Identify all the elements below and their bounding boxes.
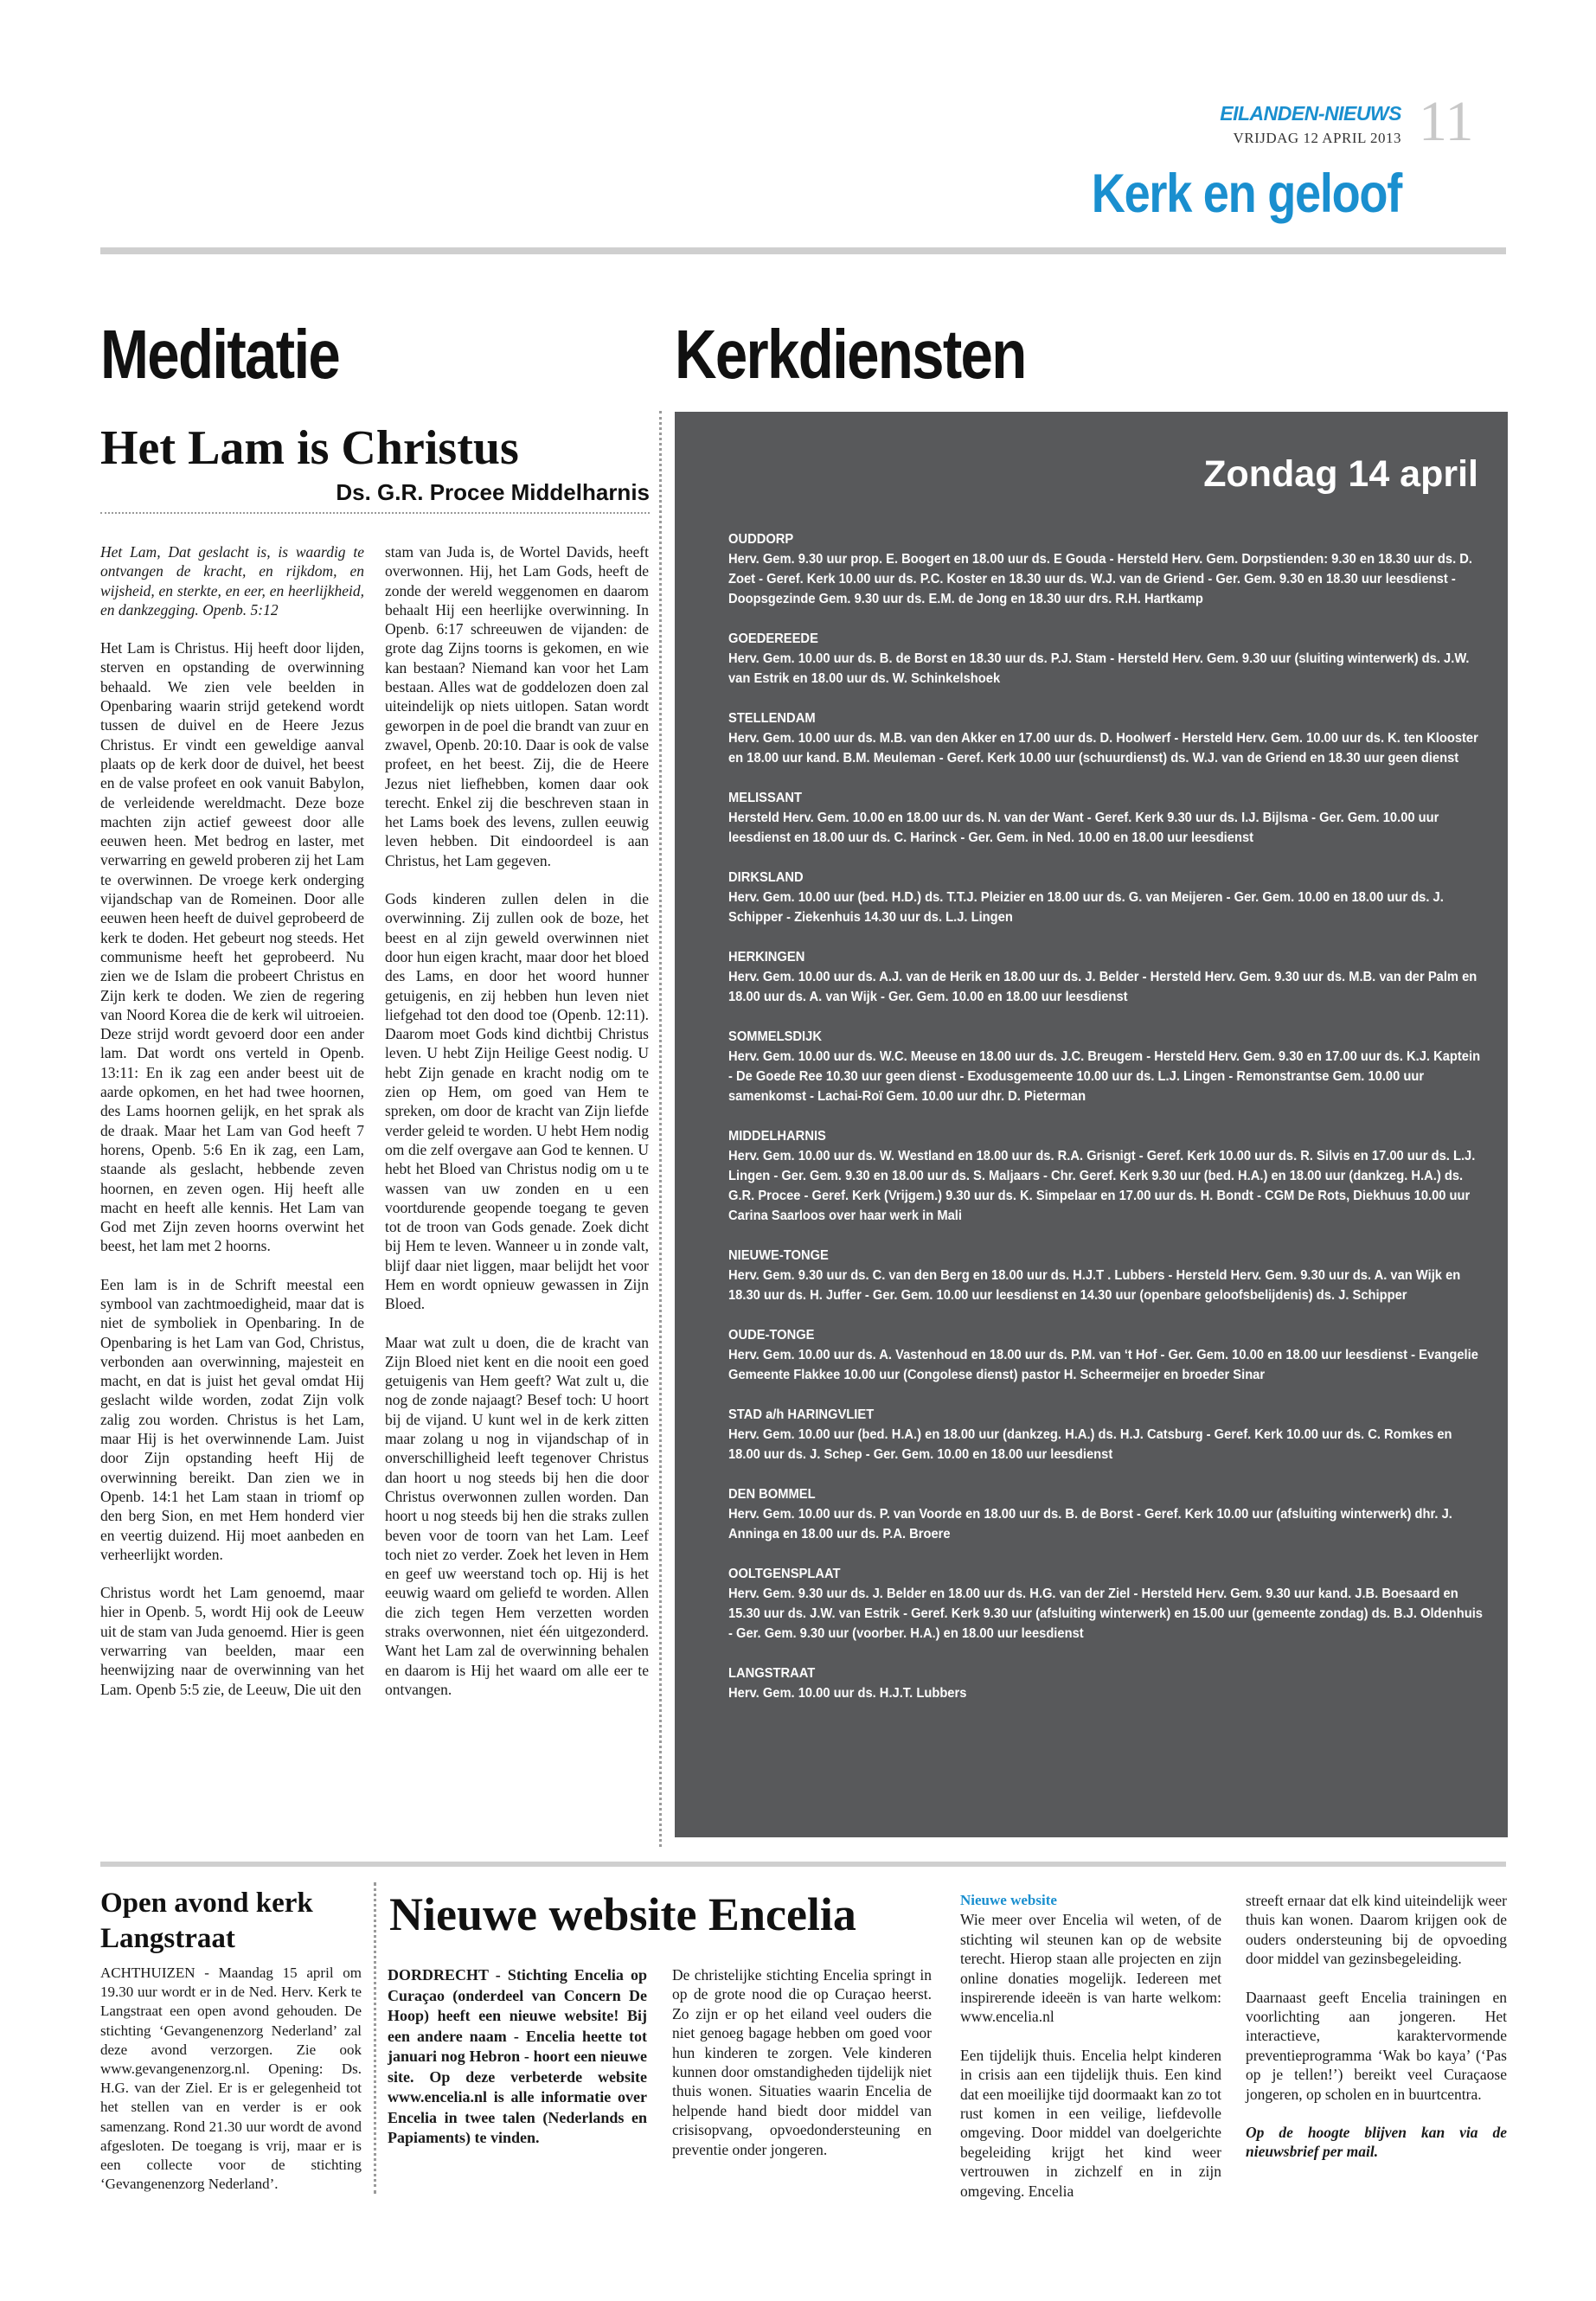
section-title: Kerk en geloof: [1091, 163, 1401, 224]
service-times: Herv. Gem. 10.00 uur ds. A.J. van de Herik en 18.00 uur ds. J. Belder - Hersteld Herv. Gem. 9.30 uur ds. M.B. van der Palm en 18.00 uur ds. A. van Wijk - Ger. Gem. 10.00 en 18.00 uur leesdienst: [728, 970, 1477, 1004]
service-entry: [728, 1246, 1483, 1305]
town-name: LANGSTRAAT: [728, 1666, 816, 1681]
service-times: Herv. Gem. 9.30 uur ds. C. van den Berg en 18.00 uur ds. H.J.T . Lubbers - Hersteld Herv. Gem. 9.30 uur ds. A. van Wijk en 18.30 uur ds. H. Juffer - Ger. Gem. 10.00 uur leesdienst en 14.30 uur (openbare geloofsbelijdenis) ds. J. Schipper: [728, 1268, 1461, 1303]
meditatie-column-2: [385, 542, 649, 1699]
paragraph: Daarnaast geeft Encelia trainingen en voorlichting aan jongeren. Het interactieve, karaktervormende preventieprogramma ‘Wak bo kaya’ (‘Pas op je tellen!’) bereikt veel Curaçaose jongeren, op scholen en in buurtcentra.: [1246, 1988, 1507, 2103]
services-date: Zondag 14 april: [1203, 453, 1478, 495]
service-times: Herv. Gem. 10.00 uur ds. P. van Voorde en 18.00 uur ds. B. de Borst - Geref. Kerk 10.00 uur (afsluiting winterwerk) dhr. J. Anninga en 18.00 uur ds. P.A. Broere: [728, 1507, 1452, 1541]
subheading: Nieuwe website: [960, 1892, 1057, 1908]
open-avond-body: ACHTHUIZEN - Maandag 15 april om 19.30 uur wordt er in de Ned. Herv. Kerk te Langstraat een open avond gehouden. De stichting ‘Gevangenenzorg Nederland’ zal deze avond verzorgen. Zie ook www.gevangenenzorg.nl. Opening: Ds. H.G. van der Ziel. Er is er gelegenheid tot het stellen van en verder is er ook samenzang. Rond 21.30 uur wordt de avond afgesloten. De toegang is vrij, maar er is een collecte voor de stichting ‘Gevangenenzorg Nederland’.: [100, 1965, 362, 2193]
service-entry: [728, 1126, 1483, 1226]
service-entry: [728, 1564, 1483, 1644]
town-name: DEN BOMMEL: [728, 1487, 816, 1502]
service-entry: [728, 529, 1483, 609]
town-name: OUDE-TONGE: [728, 1328, 815, 1343]
service-times: Herv. Gem. 10.00 uur ds. B. de Borst en 18.30 uur ds. P.J. Stam - Hersteld Herv. Gem. 9.30 uur (sluiting winterwerk) ds. J.W. van Estrik en 18.00 uur ds. W. Schinkelshoek: [728, 651, 1470, 686]
paragraph: streeft ernaar dat elk kind uiteindelijk weer thuis kan wonen. Daarom krijgen ook de ouders ondersteuning bij de opvoeding door middel van gezinsbegeleiding.: [1246, 1892, 1507, 1968]
service-times: Herv. Gem. 10.00 uur (bed. H.D.) ds. T.T.J. Pleizier en 18.00 uur ds. G. van Meijeren - Ger. Gem. 10.00 en 18.00 uur ds. J. Schipper - Ziekenhuis 14.30 uur ds. L.J. Lingen: [728, 890, 1444, 925]
encelia-column-2: [672, 1965, 932, 2178]
paragraph: Maar wat zult u doen, die de kracht van Zijn Bloed niet kent en die nooit een goed getuigenis van Hem geeft? Wat zult u, die nog de zonde najaagt? Besef toch: U hoort bij de vijand. U kunt wel in de kerk zitten maar zolang u nog in vijandschap of in onverschilligheid leeft tegenover Christus dan hoort u nog steeds bij hen die door Christus overwonnen zullen worden. Dan hoort u nog steeds bij hen die straks zullen beven voor de toorn van het Lam. Leef toch niet zo verder. Zoek het leven in Hem en geef uw weerstand toch op. Hij is het eeuwig waard om geliefd te worden. Allen die zich tegen Hem verzetten worden straks overwonnen, niet één uitgezonderd. Want het Lam zal de overwinning behalen en daarom is Hij het waard om alle eer te ontvangen.: [385, 1333, 649, 1698]
paragraph: Het Lam is Christus. Hij heeft door lijden, sterven en opstanding de overwinning behaald. We zien vele beelden in Openbaring waarin strijd getekend wordt tussen de duivel en de Heere Jezus Christus. Er vindt een geweldige aanval plaats op de kerk door de duivel, het beest en de valse profeet en ook vanuit Babylon, de verleidende wereldmacht. Deze boze machten zijn actief geweest door alle eeuwen heen. Met bedrog en laster, met verwarring en geweld proberen zij het Lam te overwinnen. De vroege kerk onderging vijandschap van de Romeinen. Door alle eeuwen heen heeft de duivel geprobeerd de kerk te doden. Het gebeurt nog steeds. Het communisme heeft het geprobeerd. Nu zien we de Islam die probeert Christus en Zijn kerk te doden. We zien de regering van Noord Korea die de kerk wil uitroeien. Deze strijd wordt gevoerd door een ander lam. Dat wordt ons verteld in Openb. 13:11: En ik zag een ander beest uit de aarde opkomen, en het had twee hoornen, des Lams hoornen gelijk, en het sprak als de draak. Maar het Lam van God heeft 7 horens, Openb. 5:6 En ik zag, een Lam, staande als geslacht, hebbende zeven hoornen, en zeven ogen. Hij heeft alle macht en heeft alle kennis. Het Lam van God met Zijn zeven hoorns overwint het beest, het lam met 2 hoorns.: [100, 639, 364, 1255]
town-name: OUDDORP: [728, 532, 794, 547]
section-divider: [100, 1862, 1506, 1867]
town-name: OOLTGENSPLAAT: [728, 1567, 841, 1581]
paragraph: stam van Juda is, de Wortel Davids, heeft overwonnen. Hij, het Lam Gods, heeft de zonde der wereld weggenomen en daarom behaalt Hij een heerlijke overwinning. In Openb. 6:17 schreeuwen de vijanden: de grote dag Zijns toorns is gekomen, en wie kan bestaan? Niemand kan voor het Lam bestaan. Alles wat de goddelozen doen zal uiteindelijk op niets uitlopen. Satan wordt geworpen in de poel die brandt van zuur en zwavel, Openb. 20:10. Daar is ook de valse profeet, en het beest. Zij, die de Heere Jezus niet liefhebben, komen daar ook terecht. Enkel zij die beschreven staan in het Lams boek des levens, zullen eeuwig leven hebben. Dit eindoordeel is aan Christus, het Lam gegeven.: [385, 543, 649, 869]
church-services-box: [675, 412, 1508, 1837]
meditatie-column-1: [100, 542, 364, 1699]
paragraph: Christus wordt het Lam genoemd, maar hier in Openb. 5, wordt Hij ook de Leeuw uit de stam van Juda genoemd. Hier is geen verwarring van beelden, maar een heenwijzing naar de overwinning van het Lam. Openb 5:5 zie, de Leeuw, Die uit den: [100, 1584, 364, 1698]
service-times: Hersteld Herv. Gem. 10.00 en 18.00 uur ds. N. van der Want - Geref. Kerk 9.30 uur ds. I.J. Bijlsma - Ger. Gem. 10.00 uur leesdienst en 18.00 uur ds. C. Harinck - Ger. Gem. in Ned. 10.00 en 18.00 uur leesdienst: [728, 811, 1439, 845]
service-times: Herv. Gem. 10.00 uur ds. A. Vastenhoud en 18.00 uur ds. P.M. van ‘t Hof - Ger. Gem. 10.00 en 18.00 uur leesdienst - Evangelie Gemeente Flakkee 10.00 uur (Congolese dienst) pastor H. Scheermeijer en broeder Sinar: [728, 1348, 1478, 1382]
column-divider: [659, 411, 662, 1847]
open-avond-title: Open avond kerk Langstraat: [100, 1888, 313, 1954]
paragraph: Een lam is in de Schrift meestal een symbool van zachtmoedigheid, maar dat is niet de symboliek in Openbaring. In de Openbaring is het Lam van God, Christus, verbonden aan overwinning, majesteit en macht, en dat is juist het geval omdat Hij geslacht wilde worden, zodat Zijn volk zalig zou worden. Christus is het Lam, maar Hij is het overwinnende Lam. Juist door Zijn opstanding heeft Hij de overwinning bereikt. Dan zien we in Openb. 14:1 het Lam staan in triomf op den berg Sion, en met Hem honderd vier en veertig duizend. Hij moet aanbeden en verheerlijkt worden.: [100, 1275, 364, 1563]
service-times: Herv. Gem. 10.00 uur ds. H.J.T. Lubbers: [728, 1686, 967, 1701]
encelia-column-3: [960, 1891, 1221, 2220]
service-times: Herv. Gem. 9.30 uur prop. E. Boogert en 18.00 uur ds. E Gouda - Hersteld Herv. Gem. Dorpstienden: 9.30 en 18.30 uur ds. D. Zoet - Geref. Kerk 10.00 uur ds. P.C. Koster en 18.30 uur ds. W.J. van de Griend - Ger. Gem. 9.30 en 18.30 uur leesdienst - Doopsgezinde Gem. 9.30 uur ds. E.M. de Jong en 18.30 uur drs. R.H. Hartkamp: [728, 552, 1472, 606]
column-divider: [374, 1882, 376, 2194]
service-entry: [728, 947, 1483, 1007]
town-name: MELISSANT: [728, 791, 803, 805]
closing-note: Op de hoogte blijven kan via de nieuwsbrief per mail.: [1246, 2124, 1507, 2161]
header-divider: [100, 247, 1506, 254]
town-name: GOEDEREEDE: [728, 631, 818, 646]
kerkdiensten-heading: Kerkdiensten: [675, 316, 1026, 393]
service-entry: [728, 629, 1483, 689]
article-title: Het Lam is Christus: [100, 421, 519, 475]
service-entry: [728, 1484, 1483, 1544]
service-times: Herv. Gem. 9.30 uur ds. J. Belder en 18.00 uur ds. H.G. van der Ziel - Hersteld Herv. Gem. 9.30 uur kand. J.B. Boesaard en 15.30 uur ds. J.W. van Estrik - Geref. Kerk 9.30 uur (afsluiting winterwerk) en 15.00 uur (gemeente zondag) ds. B.J. Oldenhuis - Ger. Gem. 9.30 uur (voorber. H.A.) en 18.00 uur leesdienst: [728, 1586, 1483, 1641]
service-entry: [728, 788, 1483, 848]
services-list: [728, 529, 1483, 1723]
paragraph: De christelijke stichting Encelia springt in op de grote nood die op Curaçao heerst. Zo zijn er op het eiland veel ouders die niet genoeg bagage hebben om goed voor hun kinderen te zorgen. Vele kinderen kunnen door omstandigheden tijdelijk niet thuis wonen. Situaties waarin Encelia de helpende hand biedt door middel van crisisopvang, opvoedondersteuning en preventie onder jongeren.: [672, 1966, 932, 2158]
publication-date: VRIJDAG 12 APRIL 2013: [1233, 130, 1401, 146]
article-author: Ds. G.R. Procee Middelharnis: [336, 479, 650, 505]
service-entry: [728, 1663, 1483, 1703]
service-entry: [728, 868, 1483, 927]
paragraph: Gods kinderen zullen delen in die overwinning. Zij zullen ook de boze, het beest en al zijn geweld overwinnen niet door hun eigen kracht, maar door het bloed des Lams, en door het woord hunner getuigenis, en zij hebben hun leven niet liefgehad tot den dood toe (Openb. 12:11). Daarom moet Gods kind dichtbij Christus leven. U hebt Zijn Heilige Geest nodig. U hebt Zijn genade en kracht nodig om te zien op Hem, om goed van Hem te spreken, om door de kracht van Zijn liefde verder geleid te worden. U hebt Hem nodig om die zelf overgave aan God te kennen. U hebt het Bloed van Christus nodig om u te wassen van uw zonden en u een voortdurende geopende toegang te geven tot de troon van Gods genade. Zoek dicht bij Hem te leven. Wanneer u in zonde valt, blijf daar niet liggen, maar belijdt het voor Hem en wordt opnieuw gewassen in Zijn Bloed.: [385, 890, 649, 1313]
paragraph: Een tijdelijk thuis. Encelia helpt kinderen in crisis aan een tijdelijk thuis. Een kind dat een moeilijke tijd doormaakt kan zo tot rust komen in een veilige, liefdevolle omgeving. Door middel van doelgerichte begeleiding krijgt het kind weer vertrouwen in zichzelf en in zijn omgeving. Encelia: [960, 2046, 1221, 2200]
bible-quote: Het Lam, Dat geslacht is, is waardig te ontvangen de kracht, en rijkdom, en wijsheid, en sterkte, en eer, en heerlijkheid, en dankzegging. Openb. 5:12: [100, 543, 364, 619]
town-name: NIEUWE-TONGE: [728, 1248, 829, 1263]
service-times: Herv. Gem. 10.00 uur ds. M.B. van den Akker en 17.00 uur ds. D. Hoolwerf - Hersteld Herv. Gem. 10.00 uur ds. K. ten Klooster en 18.00 uur kand. B.M. Meuleman - Geref. Kerk 10.00 uur (schuurdienst) ds. W.J. van de Griend en 18.30 uur geen dienst: [728, 731, 1478, 766]
masthead-logo: EILANDEN-NIEUWS: [1220, 102, 1401, 125]
service-entry: [728, 1027, 1483, 1106]
encelia-column-4: [1246, 1891, 1507, 2181]
service-entry: [728, 1405, 1483, 1465]
byline-divider: [100, 512, 650, 514]
service-times: Herv. Gem. 10.00 uur (bed. H.A.) en 18.00 uur (dankzeg. H.A.) ds. H.J. Catsburg - Geref. Kerk 10.00 uur ds. C. Romkes en 18.00 uur ds. J. Schep - Ger. Gem. 10.00 en 18.00 uur leesdienst: [728, 1427, 1452, 1462]
service-entry: [728, 1325, 1483, 1385]
town-name: SOMMELSDIJK: [728, 1029, 822, 1044]
service-times: Herv. Gem. 10.00 uur ds. W. Westland en 18.00 uur ds. R.A. Grisnigt - Geref. Kerk 10.00 uur ds. R. Silvis en 17.00 uur ds. L.J. Lingen - Ger. Gem. 9.30 en 18.00 uur ds. S. Maljaars - Chr. Geref. Kerk 9.30 uur (bed. H.A.) en 18.00 uur (dankzeg. H.A.) ds. G.R. Procee - Geref. Kerk (Vrijgem.) 9.30 uur ds. K. Simpelaar en 17.00 uur ds. H. Bondt - CGM De Rots, Diekhuus 10.00 uur Carina Saarloos over haar werk in Mali: [728, 1149, 1476, 1223]
town-name: STELLENDAM: [728, 711, 816, 726]
page-number: 11: [1419, 90, 1474, 153]
town-name: MIDDELHARNIS: [728, 1129, 826, 1144]
encelia-lead: DORDRECHT - Stichting Encelia op Curaçao (onderdeel van Concern De Hoop) heeft een nieuwe website! Bij een andere naam - Encelia heette tot januari nog Hebron - hoort een nieuwe site. Op deze verbeterde website www.encelia.nl is alle informatie over Encelia in twee talen (Nederlands en Papiaments) te vinden.: [388, 1966, 647, 2146]
paragraph: Wie meer over Encelia wil weten, of de stichting wil steunen kan op de website terecht. Hierop staan alle projecten en zijn online donaties mogelijk. Iedereen met inspirerende ideeën is van harte welkom: www.encelia.nl: [960, 1911, 1221, 2026]
service-entry: [728, 708, 1483, 768]
meditatie-heading: Meditatie: [100, 316, 340, 393]
town-name: STAD a/h HARINGVLIET: [728, 1407, 875, 1422]
town-name: HERKINGEN: [728, 950, 805, 965]
encelia-title: Nieuwe website Encelia: [389, 1888, 856, 1940]
town-name: DIRKSLAND: [728, 870, 804, 885]
service-times: Herv. Gem. 10.00 uur ds. W.C. Meeuse en 18.00 uur ds. J.C. Breugem - Hersteld Herv. Gem. 9.30 en 17.00 uur ds. K.J. Kaptein - De Goede Ree 10.30 uur geen dienst - Exodusgemeente 10.00 uur ds. L.J. Lingen - Remonstrantse Gem. 10.00 uur samenkomst - Lachai-Roï Gem. 10.00 uur dhr. D. Pieterman: [728, 1049, 1481, 1104]
